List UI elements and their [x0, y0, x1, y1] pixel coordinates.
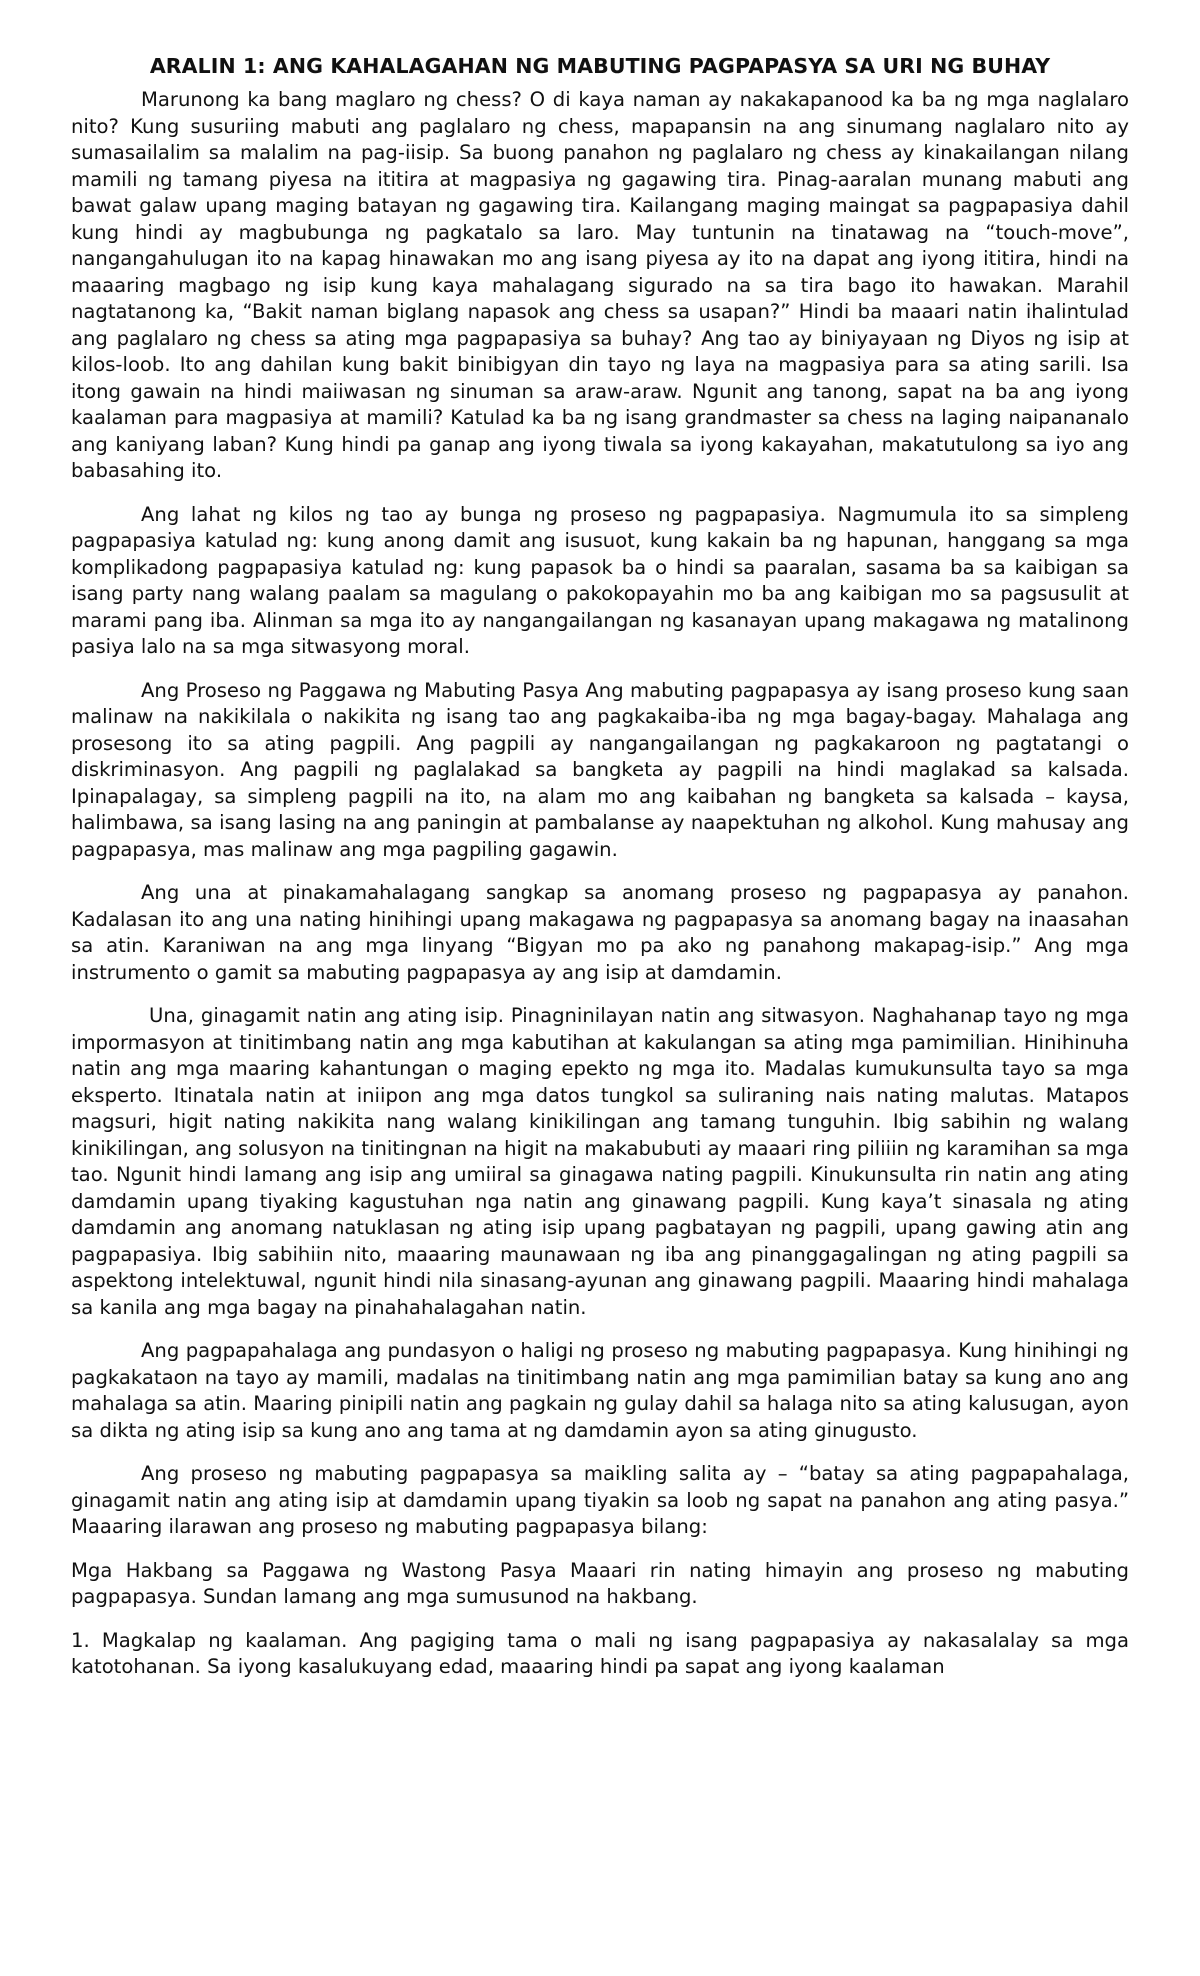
page-title: ARALIN 1: ANG KAHALAGAHAN NG MABUTING PAGPAPASYA SA URI NG BUHAY [149, 54, 1051, 78]
paragraph-chess-intro: Marunong ka bang maglaro ng chess? O di kaya naman ay nakakapanood ka ba ng mga naglalaro nito? Kung susuriing mabuti ang paglalaro ng chess, mapapansin na ang sinumang naglalaro nito ay sumasailalim sa malalim na pag-iisip. Sa buong panahon ng paglalaro ng chess ay kinakailangan nilang mamili ng tamang piyesa na ititira at magpasiya ng gagawing tira. Pinag-aaralan munang mabuti ang bawat galaw upang maging batayan ng gagawing tira. Kailangang maging maingat sa pagpapasiya dahil kung hindi ay magbubunga ng pagkatalo sa laro. May tuntunin na tinatawag na “touch-move”, nangangahulugan ito na kapag hinawakan mo ang isang piyesa ay ito na dapat ang iyong ititira, hindi na maaaring magbago ng isip kung kaya mahalagang sigurado na sa tira bago ito hawakan. Marahil nagtatanong ka, “Bakit naman biglang napasok ang chess sa usapan?” Hindi ba maaari natin ihalintulad ang paglalaro ng chess sa ating mga pagpapasiya sa buhay? Ang tao ay biniyayaan ng Diyos ng isip at kilos-loob. Ito ang dahilan kung bakit binibigyan din tayo ng laya na magpasiya para sa ating sarili. Isa itong gawain na hindi maiiwasan ng sinuman sa araw-araw. Ngunit ang tanong, sapat na ba ang iyong kaalaman para magpasiya at mamili? Katulad ka ba ng isang grandmaster sa chess na laging naipananalo ang kaniyang laban? Kung hindi pa ganap ang iyong tiwala sa iyong kakayahan, makatutulong sa iyo ang babasahing ito. [71, 88, 1129, 482]
paragraph-steps-heading: Mga Hakbang sa Paggawa ng Wastong Pasya Maaari rin nating himayin ang proseso ng mabuting pagpapasya. Sundan lamang ang mga sumusunod na hakbang. [71, 1558, 1129, 1608]
paragraph-mind-and-feelings: Una, ginagamit natin ang ating isip. Pinagninilayan natin ang sitwasyon. Naghahanap tayo ng mga impormasyon at tinitimbang natin ang mga kabutihan at kakulangan sa ating mga pamimilian. Hinihinuha natin ang mga maaring kahantungan o maging epekto ng mga ito. Madalas kumukunsulta tayo sa mga eksperto. Itinatala natin at iniipon ang mga datos tungkol sa suliraning nais nating malutas. Matapos magsuri, higit nating nakikita nang walang kinikilingan ang tamang tunguhin. Ibig sabihin ng walang kinikilingan, ang solusyon na tinitingnan na higit na makabubuti ay maaari ring piliiin ng karamihan sa mga tao. Ngunit hindi lamang ang isip ang umiiral sa ginagawa nating pagpili. Kinukunsulta rin natin ang ating damdamin upang tiyaking kagustuhan nga natin ang ginawang pagpili. Kung kaya’t sinasala ng ating damdamin ang anomang natuklasan ng ating isip upang pagbatayan ng pagpili, upang gawing atin ang pagpapasiya. Ibig sabihiin nito, maaaring maunawaan ng iba ang pinanggagalingan ng ating pagpili sa aspektong intelektuwal, ngunit hindi nila sinasang-ayunan ang ginawang pagpili. Maaaring hindi mahalaga sa kanila ang mga bagay na pinahahalagahan natin. [71, 1004, 1129, 1319]
paragraph-time-ingredient: Ang una at pinakamahalagang sangkap sa anomang proseso ng pagpapasya ay panahon. Kadalasan ito ang una nating hinihingi upang makagawa ng pagpapasya sa anomang bagay na inaasahan sa atin. Karaniwan na ang mga linyang “Bigyan mo pa ako ng panahong makapag-isip.” Ang mga instrumento o gamit sa mabuting pagpapasya ay ang isip at damdamin. [71, 881, 1129, 984]
paragraph-good-decision-process: Ang Proseso ng Paggawa ng Mabuting Pasya Ang mabuting pagpapasya ay isang proseso kung saan malinaw na nakikilala o nakikita ng isang tao ang pagkakaiba-iba ng mga bagay-bagay. Mahalaga ang prosesong ito sa ating pagpili. Ang pagpili ay nangangailangan ng pagkakaroon ng pagtatangi o diskriminasyon. Ang pagpili ng paglalakad sa bangketa ay pagpili na hindi maglakad sa kalsada. Ipinapalagay, sa simpleng pagpili na ito, na alam mo ang kaibahan ng bangketa sa kalsada – kaysa, halimbawa, sa isang lasing na ang paningin at pambalanse ay naapektuhan ng alkohol. Kung mahusay ang pagpapasya, mas malinaw ang mga pagpiling gagawin. [71, 678, 1129, 861]
paragraph-process-summary: Ang proseso ng mabuting pagpapasya sa maikling salita ay – “batay sa ating pagpapahalaga, ginagamit natin ang ating isip at damdamin upang tiyakin sa loob ng sapat na panahon ang ating pasya.” Maaaring ilarawan ang proseso ng mabuting pagpapasya bilang: [71, 1462, 1129, 1538]
paragraph-step-one: 1. Magkalap ng kaalaman. Ang pagiging tama o mali ng isang pagpapasiya ay nakasalalay sa mga katotohanan. Sa iyong kasalukuyang edad, maaaring hindi pa sapat ang iyong kaalaman [71, 1628, 1129, 1678]
paragraph-decision-process: Ang lahat ng kilos ng tao ay bunga ng proseso ng pagpapasiya. Nagmumula ito sa simpleng pagpapasiya katulad ng: kung anong damit ang isusuot, kung kakain ba ng hapunan, hanggang sa mga komplikadong pagpapasiya katulad ng: kung papasok ba o hindi sa paaralan, sasama ba sa kaibigan sa isang party nang walang paalam sa magulang o pakokopayahin mo ba ang kaibigan mo sa pagsusulit at marami pang iba. Alinman sa mga ito ay nangangailangan ng kasanayan upang makagawa ng matalinong pasiya lalo na sa mga sitwasyong moral. [71, 502, 1129, 658]
document-page [71, 52, 1129, 1698]
paragraph-values-foundation: Ang pagpapahalaga ang pundasyon o haligi ng proseso ng mabuting pagpapasya. Kung hinihingi ng pagkakataon na tayo ay mamili, madalas na tinitimbang natin ang mga pamimilian batay sa kung ano ang mahalaga sa atin. Maaring pinipili natin ang pagkain ng gulay dahil sa halaga nito sa ating kalusugan, ayon sa dikta ng ating isip sa kung ano ang tama at ng damdamin ayon sa ating ginugusto. [71, 1339, 1129, 1442]
